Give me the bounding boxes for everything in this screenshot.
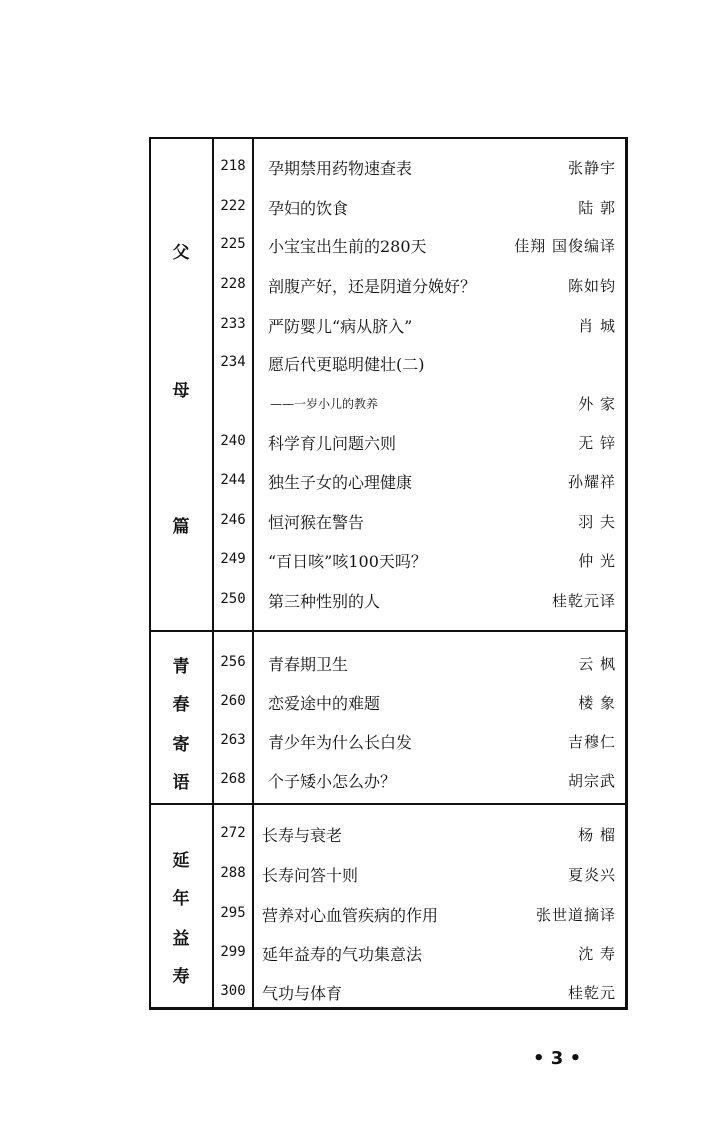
page-number: 222 — [220, 198, 246, 214]
article-title: 孕妇的饮食 — [268, 199, 349, 218]
section-title-2-char-2: 春 — [172, 695, 190, 715]
article-title: 独生子女的心理健康 — [268, 473, 413, 492]
article-author: 肖 城 — [578, 317, 616, 335]
section-title-3-char-4: 寿 — [172, 967, 190, 987]
article-author: 桂乾元 — [567, 984, 616, 1002]
article-author: 胡宗武 — [567, 772, 616, 790]
article-author: 仲 光 — [578, 552, 616, 570]
section-separator-1 — [150, 630, 626, 632]
toc-entry — [214, 348, 626, 378]
toc-entry — [214, 310, 626, 340]
toc-entry — [214, 545, 626, 575]
article-title: 青春期卫生 — [268, 655, 349, 674]
section-title-1-char-3: 篇 — [172, 517, 190, 537]
section-title-3-char-3: 益 — [172, 929, 190, 949]
article-title: 气功与体育 — [262, 984, 343, 1003]
toc-entry — [214, 230, 626, 260]
article-title: 长寿与衰老 — [262, 826, 343, 845]
section-title-2-char-4: 语 — [172, 773, 190, 793]
article-subtitle: ——一岁小儿的教养 — [270, 397, 379, 411]
toc-entry — [214, 726, 626, 756]
article-title: 严防婴儿“病从脐入” — [268, 317, 413, 336]
page-number: 288 — [220, 865, 246, 881]
section-title-1-char-1: 父 — [172, 243, 190, 263]
toc-entry — [214, 585, 626, 615]
article-author: 吉穆仁 — [567, 733, 616, 751]
page-number: 244 — [220, 472, 246, 488]
toc-entry — [214, 388, 626, 418]
page-number: 225 — [220, 236, 246, 252]
toc-entry — [214, 192, 626, 222]
article-author: 陈如钧 — [567, 277, 616, 295]
page-number: 256 — [220, 654, 246, 670]
article-author: 孙耀祥 — [567, 473, 616, 491]
page-number: 260 — [220, 693, 246, 709]
article-title: 小宝宝出生前的280天 — [268, 237, 427, 256]
article-author: 沈 寿 — [578, 945, 616, 963]
toc-entry — [214, 506, 626, 536]
article-author: 无 锌 — [578, 434, 616, 452]
toc-entry — [214, 427, 626, 457]
article-title: 恋爱途中的难题 — [268, 694, 381, 713]
page-number: 250 — [220, 591, 246, 607]
section-title-3-char-1: 延 — [172, 851, 190, 871]
page-number: 249 — [220, 551, 246, 567]
article-title: 个子矮小怎么办？ — [268, 772, 397, 791]
article-author: 张静宇 — [567, 159, 616, 177]
page-number: 218 — [220, 158, 246, 174]
article-title: 第三种性别的人 — [268, 592, 381, 611]
article-title: 恒河猴在警告 — [268, 513, 365, 532]
page-number: 234 — [220, 354, 246, 370]
toc-entry — [214, 977, 626, 1007]
article-author: 外 家 — [578, 395, 616, 413]
section-title-3-char-2: 年 — [172, 889, 190, 909]
toc-entry — [214, 648, 626, 678]
page-number: 300 — [220, 983, 246, 999]
article-title: 长寿问答十则 — [262, 866, 359, 885]
article-title: 孕期禁用药物速查表 — [268, 159, 413, 178]
article-author: 杨 榴 — [578, 826, 616, 844]
toc-entry — [214, 152, 626, 182]
page-number: 299 — [220, 944, 246, 960]
toc-entry — [214, 899, 626, 929]
article-author: 楼 象 — [578, 694, 616, 712]
article-author: 桂乾元译 — [551, 592, 616, 610]
toc-entry — [214, 819, 626, 849]
page-number: 295 — [220, 905, 246, 921]
article-title: 延年益寿的气功集意法 — [262, 945, 423, 964]
page-number: 272 — [220, 825, 246, 841]
toc-entry — [214, 765, 626, 795]
page-number: 228 — [220, 276, 246, 292]
article-title: 科学育儿问题六则 — [268, 434, 397, 453]
article-author: 佳翔 国俊编译 — [514, 237, 616, 255]
section-title-2-char-3: 寄 — [172, 735, 190, 755]
article-title: 剖腹产好，还是阴道分娩好？ — [268, 277, 477, 296]
toc-entry — [214, 859, 626, 889]
section-title-1-char-2: 母 — [172, 381, 190, 401]
page-number: 268 — [220, 771, 246, 787]
page-footer-number: • 3 • — [533, 1048, 582, 1069]
article-author: 夏炎兴 — [567, 866, 616, 884]
page-number: 233 — [220, 316, 246, 332]
page-number: 246 — [220, 512, 246, 528]
toc-entry — [214, 466, 626, 496]
article-title: 营养对心血管疾病的作用 — [262, 906, 439, 925]
toc-entry — [214, 270, 626, 300]
article-title: “百日咳”咳100天吗？ — [268, 552, 427, 571]
article-title: 青少年为什么长白发 — [268, 733, 413, 752]
article-author: 羽 夫 — [578, 513, 616, 531]
toc-entry — [214, 938, 626, 968]
section-title-2-char-1: 青 — [172, 657, 190, 677]
page-number: 240 — [220, 433, 246, 449]
article-author: 张世道摘译 — [535, 906, 616, 924]
article-author: 云 枫 — [578, 655, 616, 673]
toc-entry — [214, 687, 626, 717]
page-number: 263 — [220, 732, 246, 748]
section-separator-2 — [150, 803, 626, 805]
article-title: 愿后代更聪明健壮(二) — [268, 355, 425, 374]
article-author: 陆 郭 — [578, 199, 616, 217]
